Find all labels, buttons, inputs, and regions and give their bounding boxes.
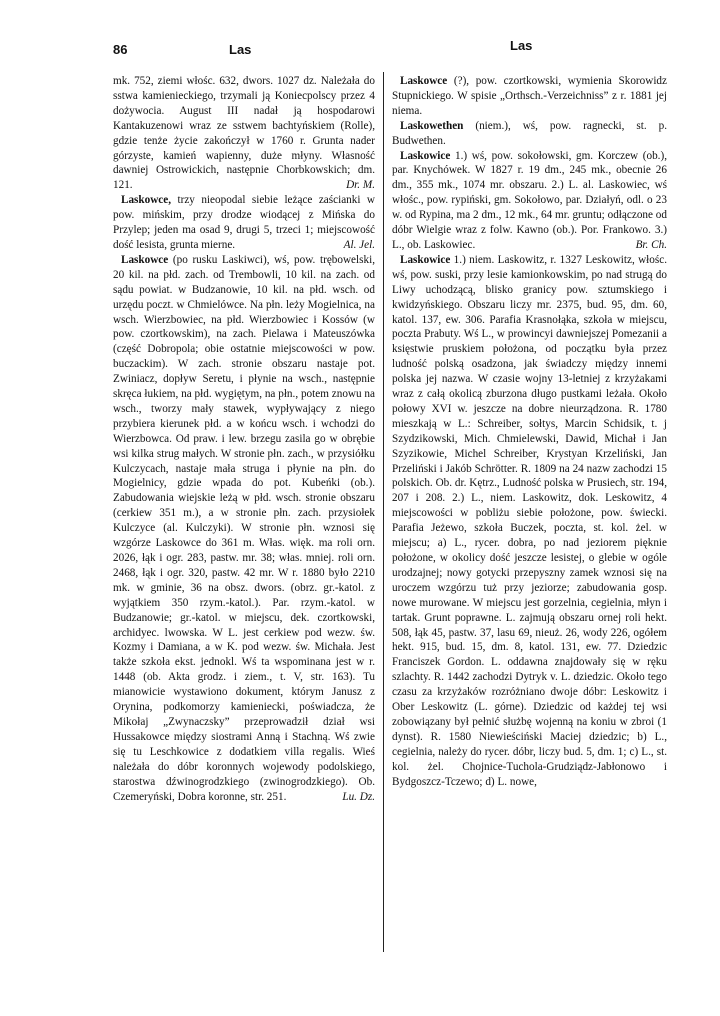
entry-text: (po rusku Laskiwci), wś, pow. trębowelski, 20 kil. na płd. zach. od Trembowli, 10 kil. na zach. od sądu powiat. w Budzanowie, 10 kil. na płd. wsch. od urzędu poczt. w Chmielówce. Na płn. leży Mogielnica, na wsch. Wierzbowiec, na płd. Wierzbowiec i Kossów (w pow. czortkowskim), na zach. Pielawa i Mateuszówka (część Dobropola; obie ostatnie miejscowości w pow. buczackim). W zach. stronie obszaru nastaje pot. Zwiniacz, dopływ Seretu, i płynie na wsch., następnie skręca łukiem, na płd. wygiętym, na płn., potem znowu na wsch., tworzy mały stawek, wypływający z niego przybiera kierunek płd. a w końcu wsch. i wchodzi do Wierzbowca. Od praw. i lew. brzegu zasila go w obrębie wsi kilka strug małych. W stronie płn. zach., w przysiółku Kulczycach, nastaje mała struga i płynie na płn. do Mogielnicy, gdzie wpada do pot. Kubeńki (ob.). Zabudowania wiejskie leżą w płd. wsch. stronie obszaru (cerkiew 351 m.), a w stronie płn. zach. przysiołek Kulczyce (al. Kulczyki). W stronie płn. wznosi się wzgórze Laskowce do 361 m. Włas. więk. ma roli orn. 2026, łąk i ogr. 283, pastw. mr. 38; włas. mniej. roli orn. 2468, łąk i ogr. 320, pastw. 42 mr. W r. 1880 było 2210 mk. w gminie, 36 na obsz. dwors. (obrz. gr.-katol. z wyjątkiem 350 rzym.-katol.). Par. rzym.-katol. w Budzanowie; gr.-katol. w miejscu, dek. czortkowski, archidyec. lwowska. W L. jest cerkiew pod wezw. św. Kozmy i Damiana, a w K. pod wezw. św. Michała. Jest także szkoła ekst. jednokl. Wś ta wspominana jest w r. 1448 (ob. Akta grodz. i ziem., t. V, str. 163). Tu mianowicie wystawiono dokument, którym Janusz z Orynina, podkomorzy kamieniecki, poświadcza, że Mikołaj „Zwynaczsky” przeprowadził dział wsi Hussakowce między siostrami Anną i Stachną. Wś zwie się tu Leschkowice z dodatkiem villa regalis. Wieś należała do dóbr koronnych wojewody podolskiego, starostwa dźwinogrodzkiego (zwinogrodzkiego). Ob. Czemeryński, Dobra koronne, str. 251.: [113, 253, 375, 803]
left-column: [113, 74, 375, 804]
entry-signature: Br. Ch.: [635, 238, 667, 251]
entry-signature: Dr. M.: [346, 179, 375, 192]
entry-text: trzy nieopodal siebie leżące zaścianki w pow. mińskim, przy drodze wiodącej z Mińska do Przylep; jeden ma osad 9, drugi 5, trzeci 1; miejscowość dość lesista, grunta mierne.: [113, 194, 375, 251]
entry-headword: Laskowce,: [121, 194, 172, 207]
entry-headword: Laskowice: [400, 149, 451, 162]
page-number: 86: [113, 42, 128, 57]
entry-headword: Laskowce: [400, 75, 448, 87]
entry: [392, 149, 667, 253]
entry-text: (?), pow. czortkowski, wymienia Skorowidz Stupnickiego. W spisie „Orthsch.-Verzeichniss” z r. 1881 jej niema.: [392, 75, 667, 117]
entry-signature: Al. Jel.: [343, 238, 375, 251]
entry-signature: Lu. Dz.: [342, 790, 375, 803]
entry-headword: Laskowce: [121, 253, 169, 266]
right-column: [392, 74, 667, 790]
right-running-head: Las: [510, 38, 533, 53]
entry: [392, 119, 667, 149]
entry: [113, 193, 375, 253]
entry-text: 1.) niem. Laskowitz, r. 1327 Leskowitz, włośc. wś, pow. suski, przy lesie kamionkowskim, po nad strugą do Liwy uchodzącą, blisko granicy pow. sztumskiego i kwidzyńskiego. Obszaru liczy mr. 2375, bud. 95, dm. 60, katol. 137, ew. 306. Parafia Krasnołąka, szkoła w miejscu, poczta Prabuty. Wś L., w prowincyi dawniejszej Pomezanii a księstwie pruskiem położona, od początku była przez ludność polską osadzona, jak świadczy między innemi polska jej nazwa. W czasie wojny 13-letniej z krzyżakami wraz z całą okolicą zburzona długo pustkami leżała. Około połowy XVI w. jeszcze na dobre nieurządzona. R. 1780 mieszkają w L.: Schreiber, sołtys, Marcin Schidsik, t. j Szydzikowski, Mich. Chmielewski, Dawid, Michał i Jan Szyzikowie, Michel Schreiber, Krystyan Krzeliński, Jan Przeliński i Jakób Schrötter. R. 1809 na 24 nazw zachodzi 15 polskich. Ob. dr. Kętrz., Ludność polska w Prusiech, str. 194, 207 i 208. 2.) L., niem. Laskowitz, dok. Leskowitz, 4 miejscowości w pobliżu siebie położone, pow. świecki. Parafia Jeżewo, szkoła Buczek, poczta, st. kol. żel. w miejscu; a) L., rycer. dobra, po nad jeziorem pięknie położone, w okolicy dość jeszcze lesistej, o glebie w ogóle urodzajnej; nowy gotycki przepyszny zamek wznosi się na uroczem wzgórzu tuż przy jeziorze; zabudowania gosp. nowe murowane. W miejscu jest gorzelnia, cegielnia, młyn i tartak. Grunt poprawne. L. zajmują obszaru ornej roli hekt. 508, łąk 45, pastw. 37, lasu 69, nieuż. 26, wody 226, ogółem hekt. 915, bud. 15, dm. 8, katol. 131, ew. 77. Dziedzic Franciszek Gordon. L. oddawna znajdowały się w ręku szlachty. R. 1442 zachodzi Dytryk v. L. dziedzic. Około tego czasu za krzyżaków rozróżniano dwoje dóbr: Leskowitz i Ober Leskowitz (L. górne). Dziedzic od każdej tej wsi zobowiązany był pełnić służbę wojenną na koniu w zbroi (1 dynst). R. 1580 Niewieściński Maciej dziedzic; b) L., cegielnia, należy do rycer. dóbr, liczy bud. 5, dm. 1; c) L., st. kol. żel. Chojnice-Tuchola-Grudziądz-Jabłonowo i Bydgoszcz-Tczewo; d) L. nowe,: [392, 253, 667, 788]
entry: [113, 253, 375, 805]
entry: [392, 253, 667, 790]
entry: [113, 74, 375, 193]
entry-text: 1.) wś, pow. sokołowski, gm. Korczew (ob.), par. Knychówek. W 1827 r. 19 dm., 245 mk., obecnie 26 dm., 355 mk., 1074 mr. obszaru. 2.) L. al. Laskowiec, wś włośc., pow. rypiński, gm. Sokołowo, par. Działyń, odl. o 23 w. od Rypina, ma 2 dm., 12 mk., 64 mr. gruntu; odłączone od dóbr Wielgie wraz z folw. Kawno (ob.). Por. Frankowo. 3.) L., ob. Laskowiec.: [392, 149, 667, 251]
entry: [392, 74, 667, 119]
column-divider: [383, 72, 384, 952]
left-running-head: Las: [229, 42, 252, 57]
entry-text: mk. 752, ziemi włośc. 632, dwors. 1027 dz. Należała do sstwa kamienieckiego, trzymali ją Koniecpolscy przez 4 dożywocia. August III nadał ją hospodarowi Kantakuzenowi wraz ze sstwem bachtyńskiem (Rolle), gdzie tenże życie zakończył w 1760 r. Grunta nader górzyste, kamień wapienny, duże młyny. Własność dawniej Ostrowickich, następnie Chorbkowskich; dm. 121.: [113, 75, 375, 192]
page-header: [113, 36, 650, 58]
entry-headword: Laskowice: [400, 253, 451, 266]
entry-headword: Laskowethen: [400, 119, 464, 132]
entry-text: (niem.), wś, pow. ragnecki, st. p. Budwethen.: [392, 119, 667, 147]
